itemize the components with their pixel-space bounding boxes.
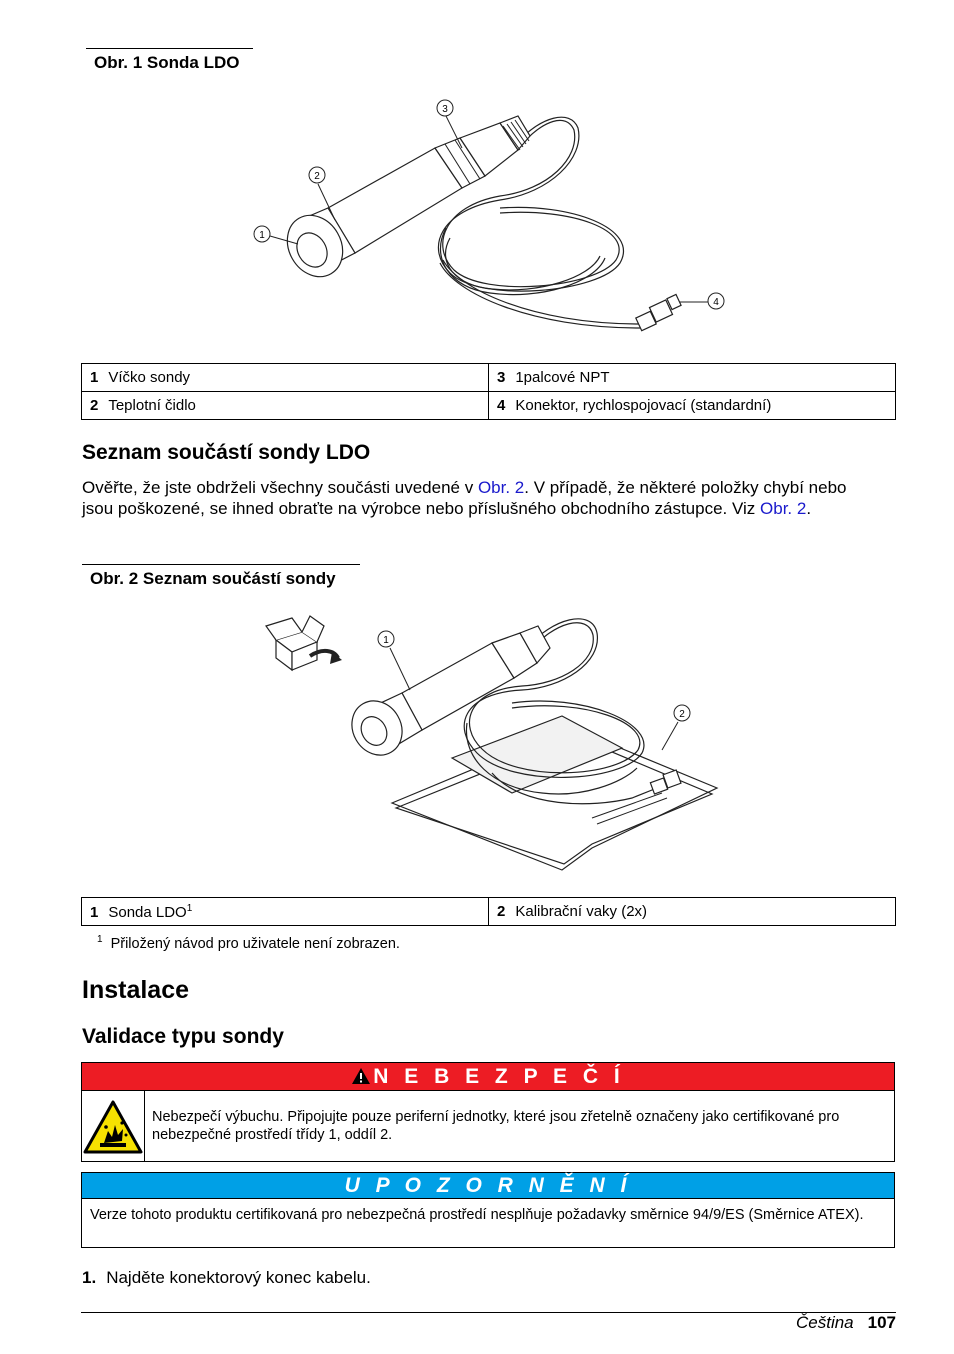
figure2-legend-table (81, 897, 896, 926)
parts-paragraph: Ověřte, že jste obdrželi všechny součásti uvedené v Obr. 2. V případě, že některé položky chybí nebo jsou poškozené, se ihned obraťte na výrobce nebo příslušného obchodního zástupce. Viz Obr. 2. (82, 478, 847, 518)
link-figure2-a[interactable]: Obr. 2 (477, 478, 525, 497)
caution-notice (81, 1172, 895, 1248)
figure2-parts-illustration (262, 608, 722, 883)
section-heading-parts: Seznam součástí sondy LDO (82, 441, 371, 464)
footer-language: Čeština (795, 1313, 854, 1332)
table-row: 1 Sonda LDO$^1$ 2 Kalibrační vaky (2x) (82, 898, 896, 926)
figure1-caption: Obr. 1 Sonda LDO (86, 48, 253, 73)
figure2-footnote: $^1$ Přiložený návod pro uživatele není zobrazen. (97, 934, 400, 952)
figure1-probe-illustration (200, 88, 780, 360)
open-box-icon (266, 616, 324, 670)
figure1-callout-3: 3 (442, 104, 448, 115)
installation-title: Instalace (82, 976, 190, 1004)
figure1-callout-1: 1 (259, 230, 265, 241)
figure1-callout-4: 4 (713, 297, 719, 308)
footer-divider (81, 1312, 896, 1313)
link-figure2-b[interactable]: Obr. 2 (760, 498, 807, 518)
figure2-callout-2: 2 (679, 709, 685, 720)
page-number: 107 (867, 1313, 896, 1332)
figure2-caption: Obr. 2 Seznam součástí sondy (82, 564, 360, 589)
table-row: 2 Teplotní čidlo 4 Konektor, rychlospojovací (standardní) (82, 392, 896, 420)
footnote-ref: 1 (186, 902, 193, 914)
table-row: 1 Víčko sondy 3 1palcové NPT (82, 364, 896, 392)
caution-text: Verze tohoto produktu certifikovaná pro nebezpečná prostředí nesplňuje požadavky směrnice 94/9/ES (Směrnice ATEX). (90, 1207, 864, 1223)
validation-heading: Validace typu sondy (82, 1025, 284, 1048)
page-footer (796, 1313, 896, 1333)
danger-header: N E B E Z P E Č Í (82, 1063, 894, 1091)
danger-notice (81, 1062, 895, 1162)
caution-header: U P O Z O R N Ě N Í (82, 1173, 894, 1199)
step-item: 1. Najděte konektorový konec kabelu. (82, 1268, 371, 1287)
figure1-callout-2: 2 (314, 171, 320, 182)
danger-text: Nebezpečí výbuchu. Připojujte pouze periferní jednotky, které jsou zřetelně označeny jako certifikované pro nebezpečné prostředí třídy 1, oddíl 2. (152, 1109, 840, 1143)
figure2-callout-1: 1 (383, 635, 389, 646)
explosion-hazard-icon (82, 1099, 144, 1155)
figure1-legend-table (81, 363, 896, 420)
warning-triangle-icon (351, 1067, 371, 1085)
